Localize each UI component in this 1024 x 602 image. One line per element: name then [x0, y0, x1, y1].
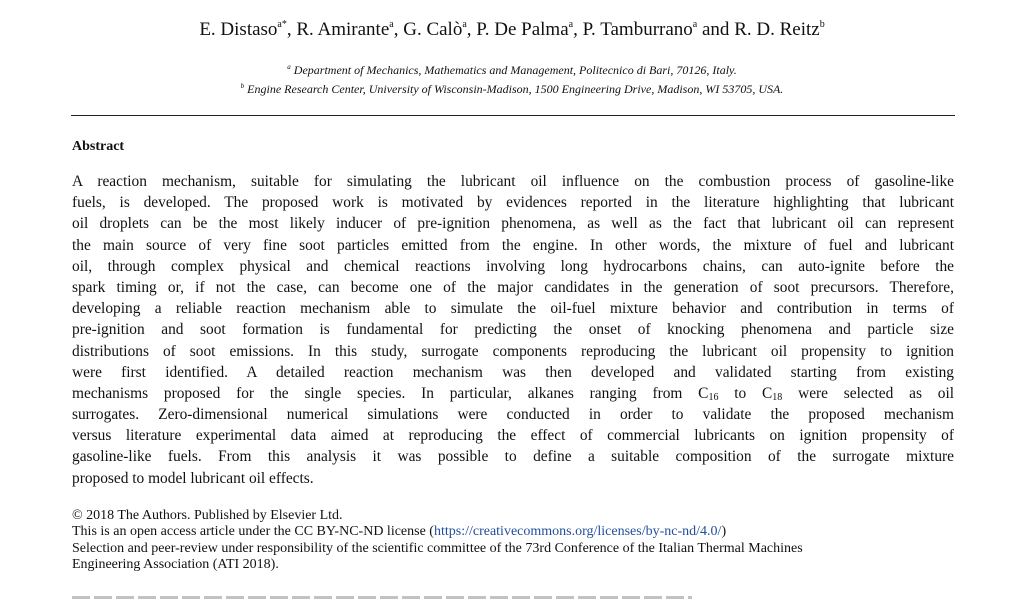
header-divider [71, 115, 955, 116]
license-line [72, 524, 972, 540]
affiliation-b [0, 81, 1024, 97]
author-name: G. Calò [403, 19, 463, 40]
author-affiliation-mark: a [462, 19, 467, 30]
peer-review-line-1: Selection and peer-review under responsibility of the scientific committee of the 73rd Conference of the Italian Thermal Machines [72, 540, 803, 556]
author-separator: , [466, 19, 477, 40]
author-affiliation-mark: a* [277, 19, 287, 30]
affiliation-a-text: Department of Mechanics, Mathematics and Management, Politecnico di Bari, 70126, Italy. [293, 63, 737, 77]
abstract-line: oil droplets can be the most likely inducer of pre-ignition phenomena, as well as the fact that lubricant oil can represent [72, 215, 954, 233]
affiliation-a [0, 62, 1024, 78]
author-name: P. Tamburrano [582, 19, 693, 40]
peer-review-line-2: Engineering Association (ATI 2018). [72, 556, 279, 572]
abstract-line: proposed to model lubricant oil effects. [72, 469, 314, 487]
abstract-line: were first identified. A detailed reaction mechanism was then developed and validated starting from existing [72, 363, 954, 381]
abstract-heading: Abstract [72, 139, 125, 154]
abstract-line: distributions of soot emissions. In this study, surrogate components reproducing the lubricant oil propensity to ignition [72, 342, 954, 360]
abstract-body [72, 171, 954, 489]
license-prefix: This is an open access article under the CC BY-NC-ND license ( [72, 524, 434, 540]
author-name: R. D. Reitz [734, 19, 820, 40]
author-separator: and [697, 19, 735, 40]
abstract-line: spark timing or, if not the case, can become one of the major candidates in the generation of soot precursors. Therefore, [72, 278, 954, 296]
author-affiliation-mark: a [568, 19, 574, 30]
author-name: E. Distaso [199, 19, 278, 40]
abstract-line: fuels, is developed. The proposed work is motivated by evidences reported in the literature highlighting that lubricant [72, 194, 954, 212]
abstract-line: mechanisms proposed for the single species. In particular, alkanes ranging from $C_{16}$ to $C_{18}$ were selected as oil [72, 384, 954, 403]
author-separator: , [573, 19, 583, 40]
abstract-line: developing a reliable reaction mechanism able to simulate the oil-fuel mixture behavior and contribution in terms of [72, 300, 954, 318]
abstract-line: A reaction mechanism, suitable for simulating the lubricant oil influence on the combustion process of gasoline-like [72, 173, 954, 190]
affiliation-b-text: Engine Research Center, University of Wisconsin-Madison, 1500 Engineering Drive, Madison, WI 53705, USA. [247, 82, 784, 96]
author-affiliation-mark: a [692, 19, 698, 30]
footer-notes [72, 508, 972, 573]
author-affiliation-mark: b [819, 19, 825, 30]
cut-off-text-line [72, 592, 692, 602]
affiliation-b-mark: b [240, 82, 245, 90]
affiliation-a-mark: a [287, 63, 291, 71]
author-separator: , [286, 19, 297, 40]
abstract-line: pre-ignition and soot formation is fundamental for predicting the onset of knocking phenomena and particle size [72, 321, 954, 339]
subscript: 18 [772, 391, 783, 403]
abstract-line: versus literature experimental data aimed at reproducing the effect of commercial lubricants on ignition propensity of [72, 427, 954, 445]
subscript: 16 [708, 391, 719, 403]
abstract-line: oil, through complex physical and chemical reactions involving long hydrocarbons chains, can auto-ignite before the [72, 257, 954, 275]
copyright-line: © 2018 The Authors. Published by Elsevier Ltd. [72, 508, 343, 523]
author-list [0, 18, 1024, 42]
license-suffix: ) [721, 524, 727, 540]
author-separator: , [393, 19, 404, 40]
abstract-line: gasoline-like fuels. From this analysis it was possible to define a suitable composition of the surrogate mixture [72, 448, 954, 466]
license-link[interactable]: https://creativecommons.org/licenses/by-nc-nd/4.0/ [433, 524, 722, 540]
author-name: R. Amirante [296, 19, 390, 40]
abstract-line: the main source of very fine soot particles emitted from the engine. In other words, the mixture of fuel and lubricant [72, 236, 954, 254]
author-name: P. De Palma [476, 19, 569, 40]
abstract-line: surrogates. Zero-dimensional numerical simulations were conducted in order to validate the proposed mechanism [72, 406, 954, 424]
author-affiliation-mark: a [389, 19, 394, 30]
